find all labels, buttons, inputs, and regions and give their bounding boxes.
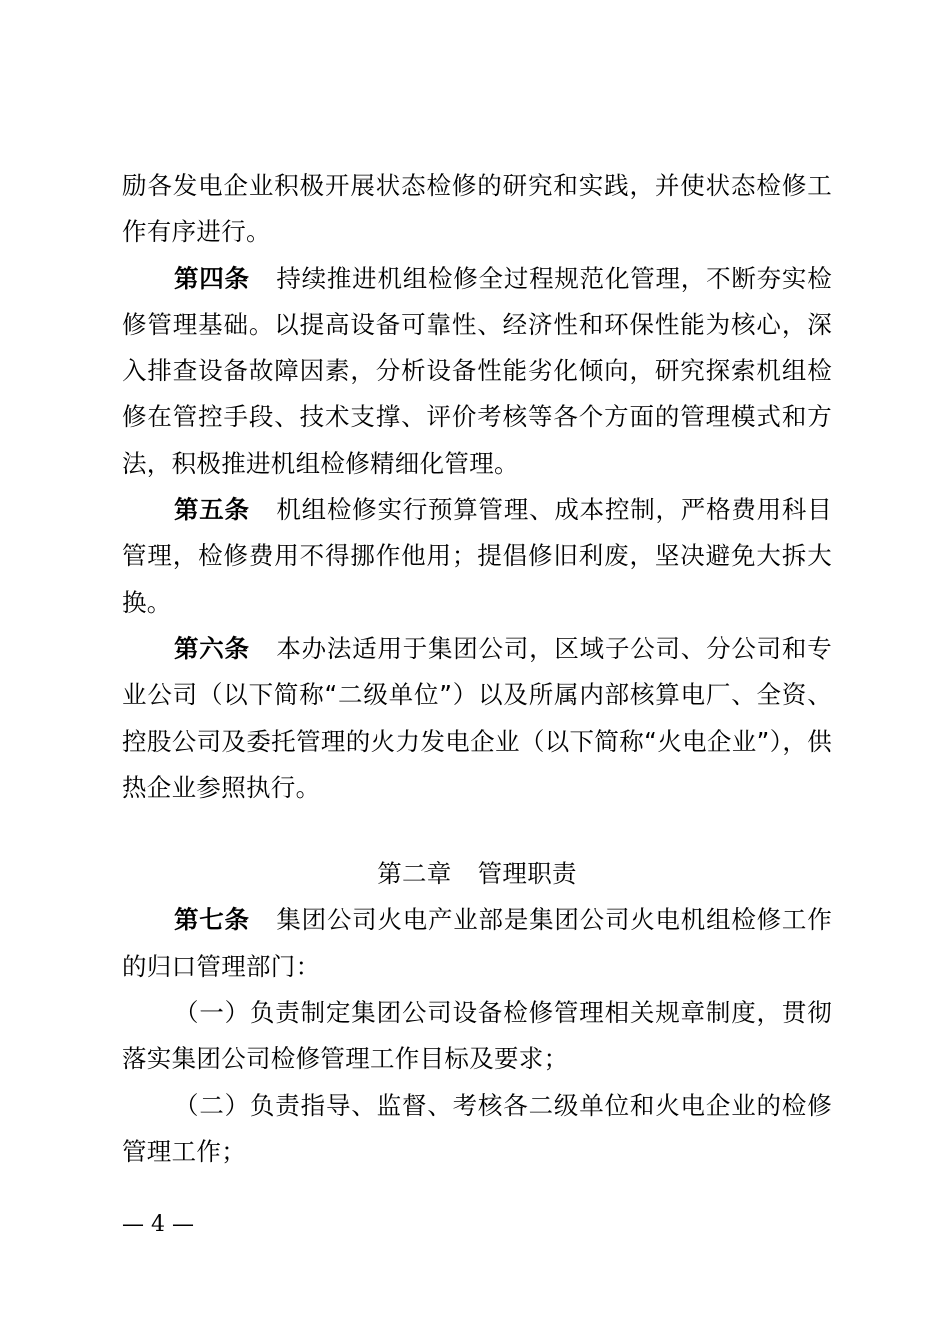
clause-2 [122, 1083, 832, 1176]
article-text: 集团公司火电产业部是集团公司火电机组检修工作的归口管理部门： [122, 905, 832, 981]
article-number: 第四条 [174, 263, 250, 293]
page-number: — 4 — [122, 1212, 194, 1237]
document-body [122, 163, 832, 1175]
article-5 [122, 487, 832, 626]
chapter-number: 第二章 [377, 859, 452, 889]
clause-text: （一）负责制定集团公司设备检修管理相关规章制度，贯彻落实集团公司检修管理工作目标及要求； [122, 998, 832, 1074]
article-text: 机组检修实行预算管理、成本控制，严格费用科目管理，检修费用不得挪作他用；提倡修旧利废，坚决避免大拆大换。 [122, 495, 832, 617]
article-6 [122, 626, 832, 811]
article-text: 持续推进机组检修全过程规范化管理，不断夯实检修管理基础。以提高设备可靠性、经济性和环保性能为核心，深入排查设备故障因素，分析设备性能劣化倾向，研究探索机组检修在管控手段、技术支撑、评价考核等各个方面的管理模式和方法，积极推进机组检修精细化管理。 [122, 263, 832, 478]
clause-1 [122, 990, 832, 1083]
article-number: 第六条 [174, 633, 250, 663]
article-number: 第七条 [174, 905, 250, 935]
paragraph-continuation [122, 163, 832, 256]
article-text: 本办法适用于集团公司，区域子公司、分公司和专业公司（以下简称“二级单位”）以及所属内部核算电厂、全资、控股公司及委托管理的火力发电企业（以下简称“火电企业”），供热企业参照执行。 [122, 633, 832, 802]
clause-text: （二）负责指导、监督、考核各二级单位和火电企业的检修管理工作； [122, 1090, 832, 1166]
chapter-title: 管理职责 [477, 859, 577, 889]
article-number: 第五条 [174, 495, 250, 525]
chapter-heading [122, 851, 832, 897]
article-4 [122, 256, 832, 487]
article-7 [122, 897, 832, 990]
paragraph-text: 励各发电企业积极开展状态检修的研究和实践，并使状态检修工作有序进行。 [122, 171, 832, 247]
